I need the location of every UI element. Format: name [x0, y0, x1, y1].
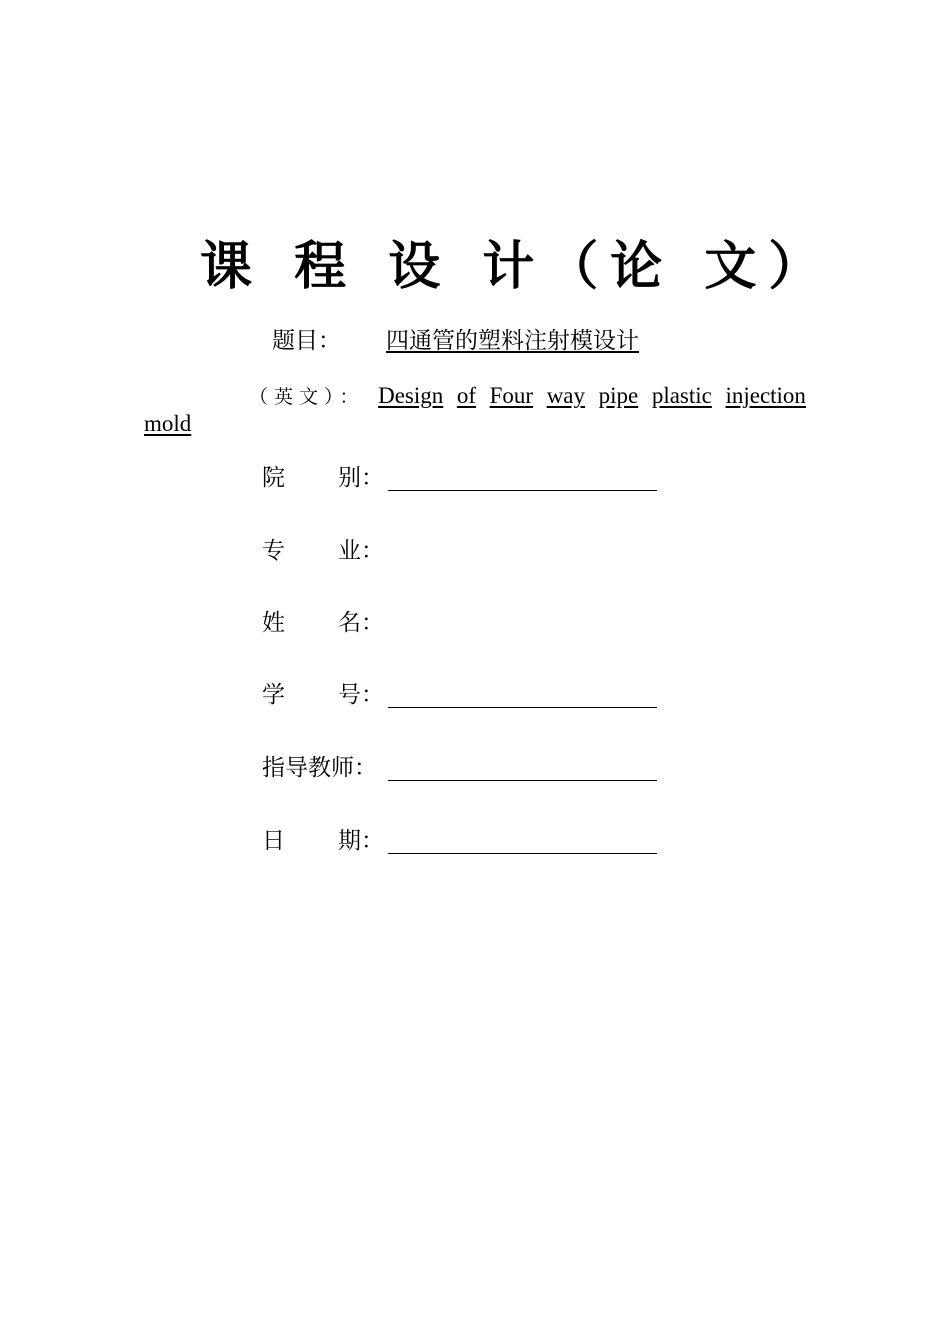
advisor-blank-line: [388, 780, 657, 781]
department-label-1: 院: [262, 465, 285, 491]
english-title-line: [249, 381, 806, 412]
name-label-2: 名：: [338, 610, 384, 636]
date-blank-line: [388, 853, 657, 854]
english-title-word: pipe: [598, 383, 639, 408]
date-label-2: 期：: [338, 828, 384, 854]
english-title-continuation: mold: [144, 411, 192, 436]
major-label-1: 专: [262, 538, 285, 564]
advisor-label: 指导教师：: [262, 755, 377, 781]
english-title-word: Design: [378, 383, 444, 408]
student-id-label-1: 学: [262, 682, 285, 708]
english-title-word: Four: [489, 383, 534, 408]
name-label-1: 姓: [262, 610, 285, 636]
major-label-2: 业：: [338, 538, 384, 564]
student-id-label-2: 号：: [338, 682, 384, 708]
date-label-1: 日: [262, 828, 285, 854]
student-id-blank-line: [388, 707, 657, 708]
english-title-word: plastic: [651, 383, 712, 408]
subject-label: 题目：: [272, 328, 341, 354]
document-title: 课 程 设 计（论 文）: [200, 237, 833, 297]
english-title-word: way: [546, 383, 586, 408]
subject-value: 四通管的塑料注射模设计: [386, 328, 639, 354]
subject-row: [272, 326, 639, 356]
english-label: （英文）：: [249, 386, 365, 408]
english-title-word: injection: [725, 383, 806, 408]
department-blank-line: [388, 490, 657, 491]
english-title-word: of: [456, 383, 477, 408]
department-label-2: 别：: [338, 465, 384, 491]
